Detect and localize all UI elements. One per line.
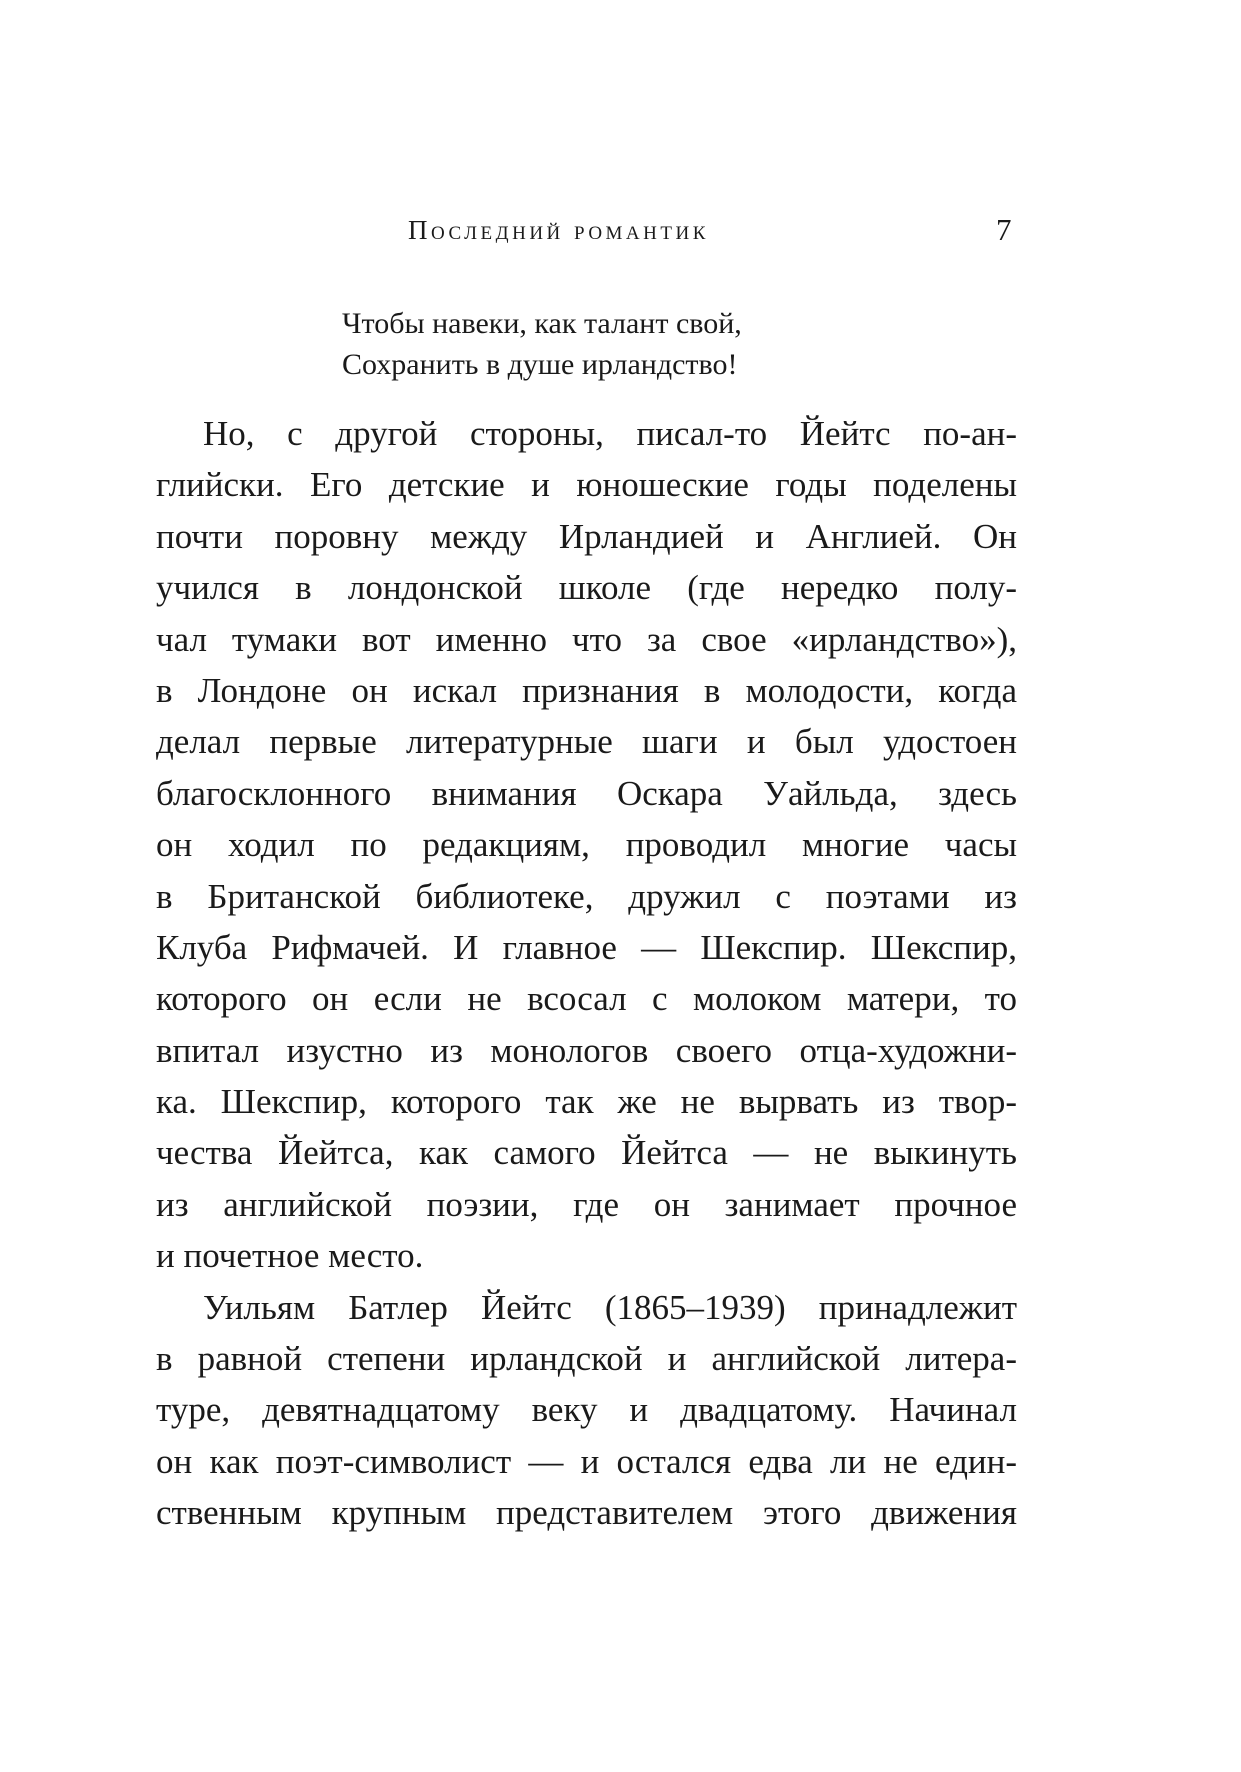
text-line: Уильям Батлер Йейтс (1865–1939) принадлежит (203, 1287, 1017, 1327)
page-number: 7 (996, 212, 1012, 247)
text-line: впитал изустно из монологов своего отца-художни- (156, 1030, 1017, 1070)
running-head (0, 210, 1241, 250)
paragraph (156, 408, 1017, 1282)
text-line: учился в лондонской школе (где нередко полу- (156, 568, 1017, 608)
text-line: Клуба Рифмачей. И главное — Шекспир. Шекспир, (156, 927, 1017, 967)
verse-line: Чтобы навеки, как талант свой, (342, 307, 742, 340)
text-line: он ходил по редакциям, проводил многие часы (156, 825, 1017, 865)
running-title: Последний романтик (408, 215, 709, 245)
verse-line: Сохранить в душе ирландство! (342, 348, 738, 381)
text-line: ка. Шекспир, которого так же не вырвать из твор- (156, 1082, 1017, 1122)
text-line: ственным крупным представителем этого движения (156, 1493, 1017, 1533)
verse-epigraph (342, 303, 742, 385)
text-line: благосклонного внимания Оскара Уайльда, здесь (156, 773, 1017, 813)
text-line: из английской поэзии, где он занимает прочное (156, 1184, 1017, 1224)
text-line: в равной степени ирландской и английской литера- (156, 1339, 1017, 1379)
paragraph (156, 1282, 1017, 1539)
text-line: чества Йейтса, как самого Йейтса — не выкинуть (156, 1133, 1017, 1173)
text-line: чал тумаки вот именно что за свое «ирландство»), (156, 619, 1017, 659)
text-line: глийски. Его детские и юношеские годы поделены (156, 465, 1017, 505)
body-text (156, 408, 1017, 1539)
text-line: Но, с другой стороны, писал-то Йейтс по-ан- (203, 414, 1017, 453)
text-line: в Лондоне он искал признания в молодости, когда (156, 670, 1017, 710)
text-line: он как поэт-символист — и остался едва ли не един- (156, 1441, 1017, 1481)
text-line: и почетное место. (156, 1236, 424, 1276)
text-line: которого он если не всосал с молоком матери, то (156, 979, 1017, 1019)
text-line: в Британской библиотеке, дружил с поэтами из (156, 876, 1017, 916)
text-line: делал первые литературные шаги и был удостоен (156, 722, 1017, 762)
text-line: почти поровну между Ирландией и Англией. Он (156, 516, 1017, 556)
text-line: туре, девятнадцатому веку и двадцатому. Начинал (156, 1390, 1017, 1430)
